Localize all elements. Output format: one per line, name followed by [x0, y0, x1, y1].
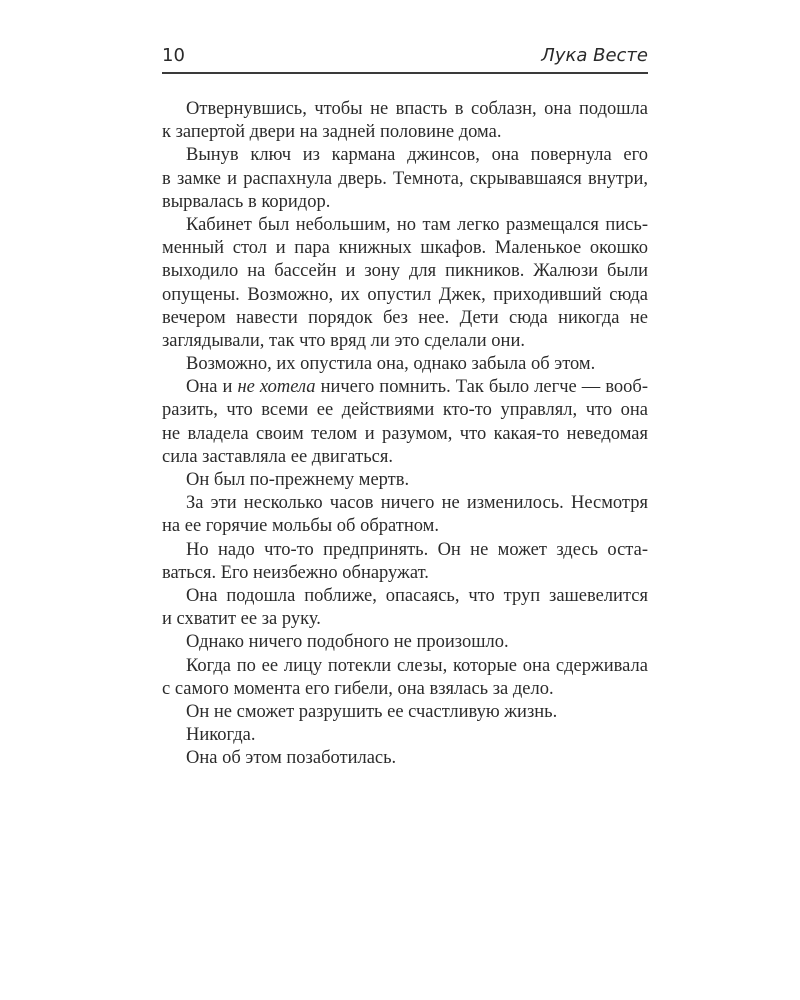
text-line: не владела своим телом и разумом, что какая-то неведомая [162, 423, 648, 444]
text-line: разить, что всеми ее действиями кто-то управлял, что она [162, 400, 648, 421]
text-run: Она и [186, 377, 238, 398]
text-line: Она об этом позаботилась. [186, 748, 397, 769]
text-line: За эти несколько часов ничего не изменилось. Несмотря [186, 493, 648, 514]
text-line: Возможно, их опустила она, однако забыла об этом. [186, 354, 596, 375]
text-line: Вынув ключ из кармана джинсов, она повернула его [186, 145, 648, 166]
text-run: ничего помнить. Так было легче — вооб- [315, 377, 648, 398]
text-line: к запертой двери на задней половине дома. [162, 122, 502, 143]
author-name: Лука Весте [541, 45, 648, 66]
text-line: выходило на бассейн и зону для пикников. Жалюзи были [162, 261, 648, 282]
text-line: опущены. Возможно, их опустил Джек, приходивший сюда [162, 284, 648, 305]
italic-emphasis: не хотела [237, 377, 316, 398]
text-line: менный стол и пара книжных шкафов. Маленькое окошко [162, 238, 648, 259]
text-line: Но надо что-то предпринять. Он не может здесь оста- [186, 539, 648, 560]
text-line: Он не сможет разрушить ее счастливую жизнь. [186, 701, 558, 722]
body-text [162, 98, 648, 770]
text-line: в замке и распахнула дверь. Темнота, скрывавшаяся внутри, [162, 168, 648, 189]
text-line: вечером навести порядок без нее. Дети сюда никогда не [162, 307, 648, 328]
running-header [162, 44, 648, 74]
text-line: сила заставляла ее двигаться. [162, 446, 394, 467]
text-line: Он был по-прежнему мертв. [186, 470, 410, 490]
text-line: Отвернувшись, чтобы не впасть в соблазн, она подошла [186, 99, 648, 119]
text-line: вырвалась в коридор. [162, 191, 331, 212]
page-number: 10 [162, 45, 185, 66]
text-line: заглядывали, так что вряд ли это сделали они. [162, 330, 525, 351]
text-line: ваться. Его неизбежно обнаружат. [162, 562, 429, 583]
text-line: Кабинет был небольшим, но там легко размещался пись- [186, 214, 648, 235]
text-line: Когда по ее лицу потекли слезы, которые она сдерживала [186, 655, 648, 676]
text-line: Она подошла поближе, опасаясь, что труп зашевелится [186, 585, 648, 606]
text-line: Никогда. [186, 725, 256, 746]
text-line: на ее горячие мольбы об обратном. [162, 516, 439, 537]
text-line: с самого момента его гибели, она взялась за дело. [162, 678, 554, 699]
text-line: Однако ничего подобного не произошло. [186, 632, 509, 653]
text-line: и схватит ее за руку. [162, 609, 321, 630]
text-line [162, 376, 648, 399]
